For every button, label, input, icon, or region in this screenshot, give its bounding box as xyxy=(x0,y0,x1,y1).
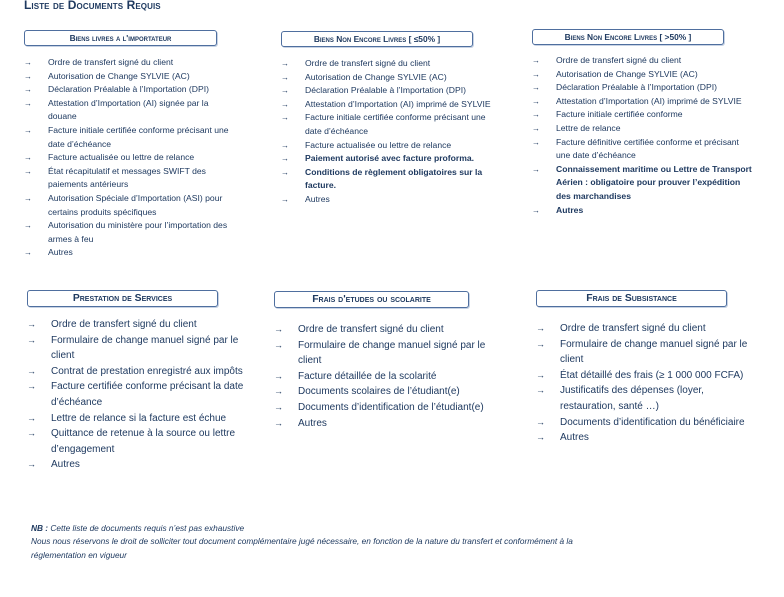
section-header: Biens Non Encore Livres [ ≤50% ] xyxy=(281,31,473,47)
arrow-bullet-icon: → xyxy=(274,386,283,397)
footnote-line-1 xyxy=(31,522,591,535)
list-item xyxy=(281,57,503,71)
section-biens-non-livres-plus-50 xyxy=(532,29,754,217)
arrow-bullet-icon: → xyxy=(532,110,540,120)
list-item-text: Ordre de transfert signé du client xyxy=(48,57,174,67)
arrow-bullet-icon: → xyxy=(281,72,289,82)
section-header: Biens livres a l'importateur xyxy=(24,30,217,46)
list-item xyxy=(532,108,754,122)
list-item-text: Ordre de transfert signé du client xyxy=(560,323,706,334)
list-item-text: État récapitulatif et messages SWIFT des paiements antérieurs xyxy=(48,165,206,190)
arrow-bullet-icon: → xyxy=(274,370,283,381)
arrow-bullet-icon: → xyxy=(281,99,289,109)
arrow-bullet-icon: → xyxy=(532,164,540,174)
list-item xyxy=(24,192,238,219)
list-item xyxy=(536,430,762,446)
arrow-bullet-icon: → xyxy=(27,365,36,376)
list-item xyxy=(532,95,754,109)
list-item xyxy=(27,333,247,364)
list-item-text: Déclaration Préalable à l’Importation (DPI) xyxy=(305,85,466,96)
arrow-bullet-icon: → xyxy=(24,125,32,135)
arrow-bullet-icon: → xyxy=(532,123,540,133)
list-item-text: Facture définitive certifiée conforme et précisant une date d’échéance xyxy=(556,136,739,161)
list-item xyxy=(27,364,247,380)
list-item xyxy=(281,139,503,153)
list-item xyxy=(536,368,762,384)
list-item-text: Ordre de transfert signé du client xyxy=(556,55,682,65)
arrow-bullet-icon: → xyxy=(24,166,32,176)
list-item xyxy=(24,97,238,124)
list-item-text: Formulaire de change manuel signé par le client xyxy=(298,339,486,367)
list-item-text: Déclaration Préalable à l’Importation (DPI) xyxy=(48,84,209,95)
list-item-text: Facture initiale certifiée conforme xyxy=(556,109,683,120)
list-item-text: Autres xyxy=(560,432,589,444)
list-item-text: Facture initiale certifiée conforme précisant une date d’échéance xyxy=(48,124,229,149)
list-item-text: Autres xyxy=(305,193,330,204)
list-item xyxy=(532,204,754,218)
list-item-text: Ordre de transfert signé du client xyxy=(51,319,197,330)
list-item-text: Facture certifiée conforme précisant la date d’échéance xyxy=(51,381,244,408)
arrow-bullet-icon: → xyxy=(24,193,32,203)
section-prestation-services xyxy=(27,290,247,473)
footnote-text-1: Cette liste de documents requis n’est pas exhaustive xyxy=(50,523,245,533)
list-item-text: Documents d’identification de l’étudiant(e) xyxy=(298,401,484,413)
section-biens-non-livres-50 xyxy=(281,30,503,207)
list-item-text: Attestation d’Importation (AI) imprimé de SYLVIE xyxy=(556,95,742,106)
arrow-bullet-icon: → xyxy=(281,194,289,204)
list-item-text: Documents scolaires de l’étudiant(e) xyxy=(298,386,460,398)
document-list xyxy=(532,54,754,217)
list-item xyxy=(281,111,503,138)
list-item-text: Paiement autorisé avec facture proforma. xyxy=(305,153,475,164)
list-item xyxy=(281,98,503,112)
arrow-bullet-icon: → xyxy=(532,69,540,79)
list-item-text: Attestation d’Importation (AI) imprimé de SYLVIE xyxy=(305,98,491,109)
list-item xyxy=(536,337,762,368)
arrow-bullet-icon: → xyxy=(274,324,283,334)
arrow-bullet-icon: → xyxy=(24,153,32,163)
list-item-text: Facture initiale certifiée conforme précisant une date d’échéance xyxy=(305,112,486,136)
list-item-text: Autorisation de Change SYLVIE (AC) xyxy=(556,68,698,79)
arrow-bullet-icon: → xyxy=(281,113,289,123)
arrow-bullet-icon: → xyxy=(27,412,36,423)
list-item xyxy=(536,321,762,337)
arrow-bullet-icon: → xyxy=(532,137,540,147)
footnote xyxy=(31,522,591,562)
list-item xyxy=(281,166,503,193)
arrow-bullet-icon: → xyxy=(536,338,545,349)
arrow-bullet-icon: → xyxy=(27,334,36,345)
arrow-bullet-icon: → xyxy=(24,221,32,231)
list-item-text: Ordre de transfert signé du client xyxy=(305,58,431,68)
arrow-bullet-icon: → xyxy=(281,86,289,96)
list-item-text: Autorisation Spéciale d’Importation (ASI) pour certains produits spécifiques xyxy=(48,192,223,217)
list-item-text: Formulaire de change manuel signé par le client xyxy=(51,334,239,362)
list-item xyxy=(27,411,247,427)
document-list xyxy=(24,56,238,260)
arrow-bullet-icon: → xyxy=(532,205,540,215)
list-item-text: Déclaration Préalable à l’Importation (DPI) xyxy=(556,82,717,93)
list-item-text: Connaissement maritime ou Lettre de Transport Aérien : obligatoire pour prouver l’expédition des marchandises xyxy=(556,163,752,201)
arrow-bullet-icon: → xyxy=(24,71,32,81)
list-item-text: Justificatifs des dépenses (loyer, restauration, santé …) xyxy=(560,385,704,412)
arrow-bullet-icon: → xyxy=(532,96,540,106)
list-item-text: Autorisation de Change SYLVIE (AC) xyxy=(48,70,190,81)
arrow-bullet-icon: → xyxy=(532,83,540,93)
list-item-text: Conditions de règlement obligatoires sur la facture. xyxy=(305,166,483,191)
list-item-text: Facture détaillée de la scolarité xyxy=(298,370,437,382)
list-item xyxy=(532,54,754,68)
document-list xyxy=(27,317,247,473)
arrow-bullet-icon: → xyxy=(27,319,36,329)
arrow-bullet-icon: → xyxy=(27,459,36,470)
list-item xyxy=(274,384,500,400)
list-item-text: Quittance de retenue à la source ou lettre d’engagement xyxy=(51,428,236,455)
arrow-bullet-icon: → xyxy=(532,56,540,65)
list-item xyxy=(281,152,503,166)
list-item xyxy=(532,163,754,204)
list-item xyxy=(274,400,500,416)
list-item-text: Formulaire de change manuel signé par le client xyxy=(560,338,748,366)
list-item-text: Contrat de prestation enregistré aux impôts xyxy=(51,365,243,377)
arrow-bullet-icon: → xyxy=(281,140,289,150)
arrow-bullet-icon: → xyxy=(274,417,283,428)
list-item-text: Autorisation de Change SYLVIE (AC) xyxy=(305,71,447,82)
list-item xyxy=(27,379,247,410)
section-header: Biens Non Encore Livres [ >50% ] xyxy=(532,29,724,45)
list-item xyxy=(24,151,238,165)
list-item-text: Autres xyxy=(48,247,73,258)
list-item-text: Lettre de relance si la facture est échue xyxy=(51,412,227,424)
document-list xyxy=(281,57,503,207)
section-frais-subsistance xyxy=(536,290,762,446)
arrow-bullet-icon: → xyxy=(27,428,36,439)
list-item xyxy=(24,124,238,151)
list-item xyxy=(532,81,754,95)
list-item xyxy=(24,165,238,192)
list-item-text: Ordre de transfert signé du client xyxy=(298,324,444,335)
list-item xyxy=(532,68,754,82)
page-title: Liste de Documents Requis xyxy=(24,0,161,12)
arrow-bullet-icon: → xyxy=(274,339,283,350)
arrow-bullet-icon: → xyxy=(24,98,32,108)
list-item xyxy=(24,219,238,246)
document-list xyxy=(536,321,762,446)
list-item xyxy=(281,193,503,207)
arrow-bullet-icon: → xyxy=(24,85,32,95)
list-item-text: Autres xyxy=(556,204,584,215)
list-item-text: Facture actualisée ou lettre de relance xyxy=(48,152,195,163)
list-item xyxy=(536,383,762,414)
arrow-bullet-icon: → xyxy=(274,401,283,412)
section-biens-livres xyxy=(24,30,238,260)
list-item-text: État détaillé des frais (≥ 1 000 000 FCFA) xyxy=(560,369,744,381)
section-frais-etudes xyxy=(274,291,500,431)
list-item xyxy=(281,84,503,98)
list-item xyxy=(281,71,503,85)
arrow-bullet-icon: → xyxy=(536,323,545,333)
list-item-text: Autres xyxy=(298,417,327,429)
document-list xyxy=(274,322,500,431)
list-item xyxy=(274,416,500,432)
list-item-text: Lettre de relance xyxy=(556,122,621,133)
arrow-bullet-icon: → xyxy=(27,381,36,392)
arrow-bullet-icon: → xyxy=(281,59,289,68)
list-item xyxy=(536,415,762,431)
list-item-text: Facture actualisée ou lettre de relance xyxy=(305,139,452,150)
arrow-bullet-icon: → xyxy=(536,432,545,443)
list-item-text: Attestation d’Importation (AI) signée par la douane xyxy=(48,97,209,122)
list-item xyxy=(24,246,238,260)
section-header: Frais d'etudes ou scolarite xyxy=(274,291,469,308)
arrow-bullet-icon: → xyxy=(24,58,32,67)
list-item xyxy=(24,83,238,97)
list-item xyxy=(27,457,247,473)
arrow-bullet-icon: → xyxy=(24,248,32,258)
list-item xyxy=(532,136,754,163)
list-item xyxy=(274,369,500,385)
list-item xyxy=(24,70,238,84)
list-item xyxy=(27,426,247,457)
arrow-bullet-icon: → xyxy=(536,385,545,396)
footnote-label: NB : xyxy=(31,523,49,533)
list-item xyxy=(24,56,238,70)
arrow-bullet-icon: → xyxy=(281,154,289,164)
arrow-bullet-icon: → xyxy=(281,167,289,177)
list-item-text: Autorisation du ministère pour l’importation des armes à feu xyxy=(48,220,228,244)
list-item xyxy=(274,322,500,338)
list-item xyxy=(532,122,754,136)
arrow-bullet-icon: → xyxy=(536,416,545,427)
section-header: Prestation de Services xyxy=(27,290,218,307)
section-header: Frais de Subsistance xyxy=(536,290,727,307)
list-item xyxy=(274,338,500,369)
list-item-text: Documents d’identification du bénéficiaire xyxy=(560,416,745,428)
list-item xyxy=(27,317,247,333)
list-item-text: Autres xyxy=(51,459,80,471)
arrow-bullet-icon: → xyxy=(536,369,545,380)
footnote-line-2: Nous nous réservons le droit de solliciter tout document complémentaire jugé nécessaire, en fonction de la nature du transfert et conformément à la réglementation en vigueur xyxy=(31,536,573,560)
